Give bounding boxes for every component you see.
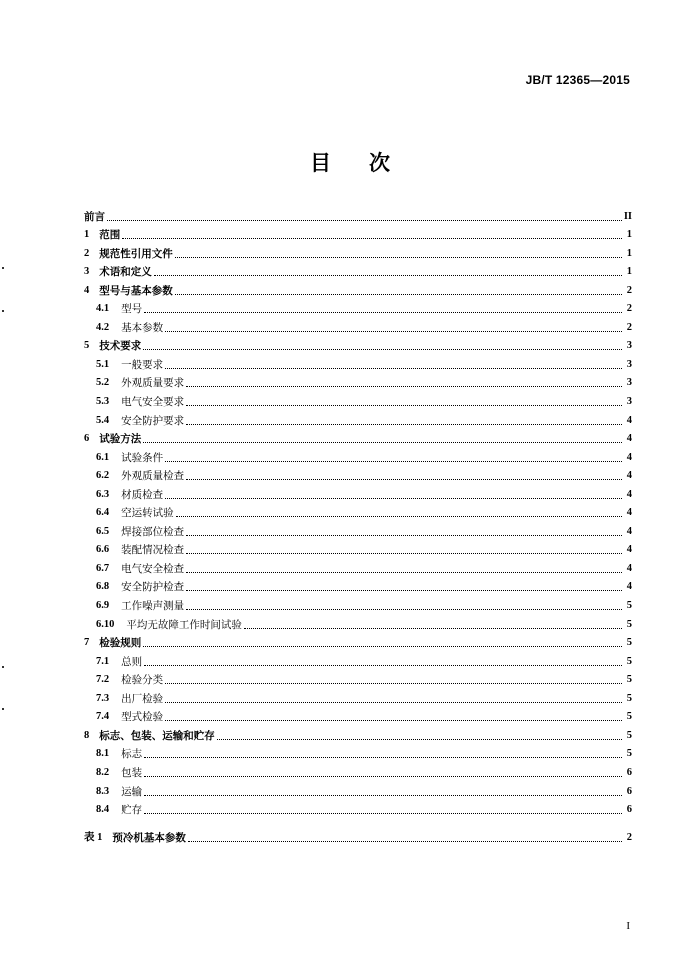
toc-entry-number: 5.2 [96,377,110,389]
leader-dots [144,311,622,313]
toc-entry[interactable] [84,502,632,521]
toc-entry-title: 型式检验 [121,711,164,724]
toc-entry-page: 4 [626,433,632,445]
toc-entry-title: 包装 [121,766,143,779]
toc-entry-page: 4 [626,414,632,426]
toc-entry-page: 5 [626,692,632,704]
toc-entry-title: 检验分类 [121,674,164,687]
toc-entry[interactable] [84,316,632,335]
toc-entry[interactable] [84,335,632,354]
toc-entry-number: 6.6 [96,544,110,556]
toc-entry-title: 检验规则 [99,637,142,650]
leader-dots [186,423,622,425]
toc-entry-number: 8.3 [96,785,110,797]
toc-entry-page: 4 [626,451,632,463]
toc-entry-title: 规范性引用文件 [99,247,173,260]
scan-artifact [2,310,4,312]
toc-entry-number: 5 [84,340,90,352]
toc-entry-number: 7.3 [96,692,110,704]
toc-entry-number: 7.2 [96,674,110,686]
toc-entry-number: 8.2 [96,766,110,778]
toc-entry-title: 术语和定义 [99,266,152,279]
toc-entry-title: 平均无故障工作时间试验 [126,618,242,631]
toc-entry-page: 2 [626,321,632,333]
leader-dots [144,812,622,814]
toc-entry-number: 6.4 [96,507,110,519]
toc-entry-title: 型号与基本参数 [99,284,173,297]
toc-entry-number: 表 1 [84,831,103,843]
toc-entry-page: 6 [626,804,632,816]
toc-entry-page: 6 [626,785,632,797]
leader-dots [186,385,622,387]
leader-dots [144,794,622,796]
toc-entry-page: 5 [626,637,632,649]
toc-entry-title: 试验条件 [121,451,164,464]
toc-entry-title: 电气安全要求 [121,396,185,409]
toc-entry-title: 安全防护要求 [121,414,185,427]
toc-entry-title: 基本参数 [121,321,164,334]
toc-entry-page: 5 [626,655,632,667]
toc-entry-title: 工作噪声测量 [121,600,185,613]
toc-entry-title: 外观质量检查 [121,470,185,483]
leader-dots [165,701,622,703]
scan-artifact [2,708,4,710]
toc-entry-title: 出厂检验 [121,692,164,705]
toc-entry-number: 6.9 [96,600,110,612]
leader-dots [154,274,622,276]
leader-dots [188,840,622,842]
toc-entry-page: 5 [626,600,632,612]
toc-entry[interactable] [84,520,632,539]
toc-entry-number: 6 [84,433,90,445]
leader-dots [165,719,622,721]
toc-entry[interactable] [84,557,632,576]
toc-entry-page: 3 [626,358,632,370]
toc-entry-number: 2 [84,247,90,259]
toc-entry-page: 1 [626,247,632,259]
toc-entry-page: 5 [626,711,632,723]
toc-entry-number: 5.3 [96,396,110,408]
toc-entry-number: 7 [84,637,90,649]
toc-entry-number: 6.5 [96,525,110,537]
toc-entry-title: 安全防护检查 [121,581,185,594]
page-number: I [626,920,630,932]
toc-entry[interactable] [84,539,632,558]
toc-entry[interactable] [84,613,632,632]
toc-entry-title: 预冷机基本参数 [112,831,186,844]
toc-entry-page: 1 [626,266,632,278]
toc-entry[interactable] [84,372,632,391]
toc-entry-title: 试验方法 [99,433,142,446]
toc-entry-page: 4 [626,562,632,574]
toc-entry-title: 范围 [99,229,121,242]
toc-entry-page: II [623,210,632,222]
leader-dots [186,589,622,591]
toc-entry-title: 电气安全检查 [121,562,185,575]
toc-entry[interactable] [84,298,632,317]
leader-dots [144,756,622,758]
toc-entry[interactable] [84,465,632,484]
toc-entry[interactable] [84,706,632,725]
toc-entry-number: 6.1 [96,451,110,463]
toc-entry[interactable] [84,242,632,261]
toc-entry-title: 外观质量要求 [121,377,185,390]
toc-entry[interactable] [84,780,632,799]
toc-entry[interactable] [84,409,632,428]
leader-dots [144,664,622,666]
toc-entry[interactable] [84,724,632,743]
toc-entry-number: 3 [84,266,90,278]
scan-artifact [2,267,4,269]
toc-entry-number: 6.8 [96,581,110,593]
toc-entry-number: 6.7 [96,562,110,574]
leader-dots [144,775,622,777]
toc-entry[interactable] [84,632,632,651]
toc-entry-number: 7.4 [96,711,110,723]
leader-dots [186,534,622,536]
toc-entry[interactable] [84,669,632,688]
leader-dots [175,256,622,258]
list-of-tables [84,826,632,845]
toc-entry-page: 5 [626,748,632,760]
toc-entry-title: 贮存 [121,804,143,817]
toc-entry-page: 4 [626,470,632,482]
toc-entry-title: 空运转试验 [121,507,174,520]
leader-dots [186,552,622,554]
leader-dots [143,645,622,647]
leader-dots [122,237,622,239]
toc-entry-number: 6.10 [96,618,115,630]
toc-entry-page: 2 [626,831,632,843]
toc-entry-page: 4 [626,544,632,556]
leader-dots [165,367,622,369]
toc-entry-number: 6.3 [96,488,110,500]
leader-dots [165,497,622,499]
leader-dots [107,219,622,221]
toc-entry-number: 5.1 [96,358,110,370]
toc-entry-title: 总则 [121,655,143,668]
toc-entry[interactable] [84,743,632,762]
toc-entry-page: 4 [626,488,632,500]
toc-entry-number: 8.1 [96,748,110,760]
toc-entry[interactable] [84,576,632,595]
toc-entry[interactable] [84,446,632,465]
toc-entry-title: 运输 [121,785,143,798]
toc-entry-number: 6.2 [96,470,110,482]
toc-entry-title: 材质检查 [121,488,164,501]
toc-entry-title: 技术要求 [99,340,142,353]
toc-entry[interactable] [84,205,632,224]
toc-entry-title: 装配情况检查 [121,544,185,557]
toc-entry-page: 4 [626,581,632,593]
toc-entry-page: 2 [626,303,632,315]
toc-entry-title: 一般要求 [121,358,164,371]
toc-entry-number: 4 [84,284,90,296]
leader-dots [143,441,622,443]
toc-entry-number: 5.4 [96,414,110,426]
toc-entry-number: 4.1 [96,303,110,315]
leader-dots [186,571,622,573]
scan-artifact [2,666,4,668]
toc-entry-title: 前言 [84,210,105,223]
toc-entry[interactable] [84,687,632,706]
toc-entry-number: 7.1 [96,655,110,667]
leader-dots [186,608,622,610]
toc-entry-page: 3 [626,340,632,352]
toc-entry[interactable] [84,261,632,280]
toc-entry[interactable] [84,483,632,502]
toc-entry-page: 6 [626,766,632,778]
toc-entry[interactable] [84,650,632,669]
toc-entry[interactable] [84,279,632,298]
toc-entry-title: 标志 [121,748,143,761]
toc-entry-number: 8.4 [96,804,110,816]
toc-entry[interactable] [84,799,632,818]
toc-entry[interactable] [84,826,632,845]
leader-dots [186,404,622,406]
leader-dots [175,293,622,295]
toc-entry[interactable] [84,224,632,243]
toc-entry[interactable] [84,594,632,613]
toc-entry-number: 4.2 [96,321,110,333]
toc-entry-page: 5 [626,674,632,686]
toc-entry[interactable] [84,428,632,447]
toc-entry-page: 4 [626,525,632,537]
leader-dots [165,330,622,332]
leader-dots [165,682,622,684]
standard-number: JB/T 12365—2015 [525,73,630,87]
toc-entry-title: 标志、包装、运输和贮存 [99,729,215,742]
toc-entry-page: 2 [626,284,632,296]
toc-entry-number: 1 [84,229,90,241]
leader-dots [244,627,622,629]
leader-dots [217,738,622,740]
toc-entry-page: 5 [626,729,632,741]
toc-entry-number: 8 [84,729,90,741]
toc-entry-page: 1 [626,229,632,241]
toc-entry-page: 3 [626,396,632,408]
leader-dots [176,515,622,517]
toc-entry-page: 5 [626,618,632,630]
toc-entry[interactable] [84,390,632,409]
toc-entry-page: 3 [626,377,632,389]
toc-entry[interactable] [84,353,632,372]
leader-dots [165,460,622,462]
toc-entry-title: 焊接部位检查 [121,525,185,538]
toc-entry-page: 4 [626,507,632,519]
toc-entry[interactable] [84,761,632,780]
leader-dots [186,478,622,480]
leader-dots [143,348,622,350]
table-of-contents [84,205,632,817]
page-title: 目次 [310,150,428,175]
toc-entry-title: 型号 [121,303,143,316]
